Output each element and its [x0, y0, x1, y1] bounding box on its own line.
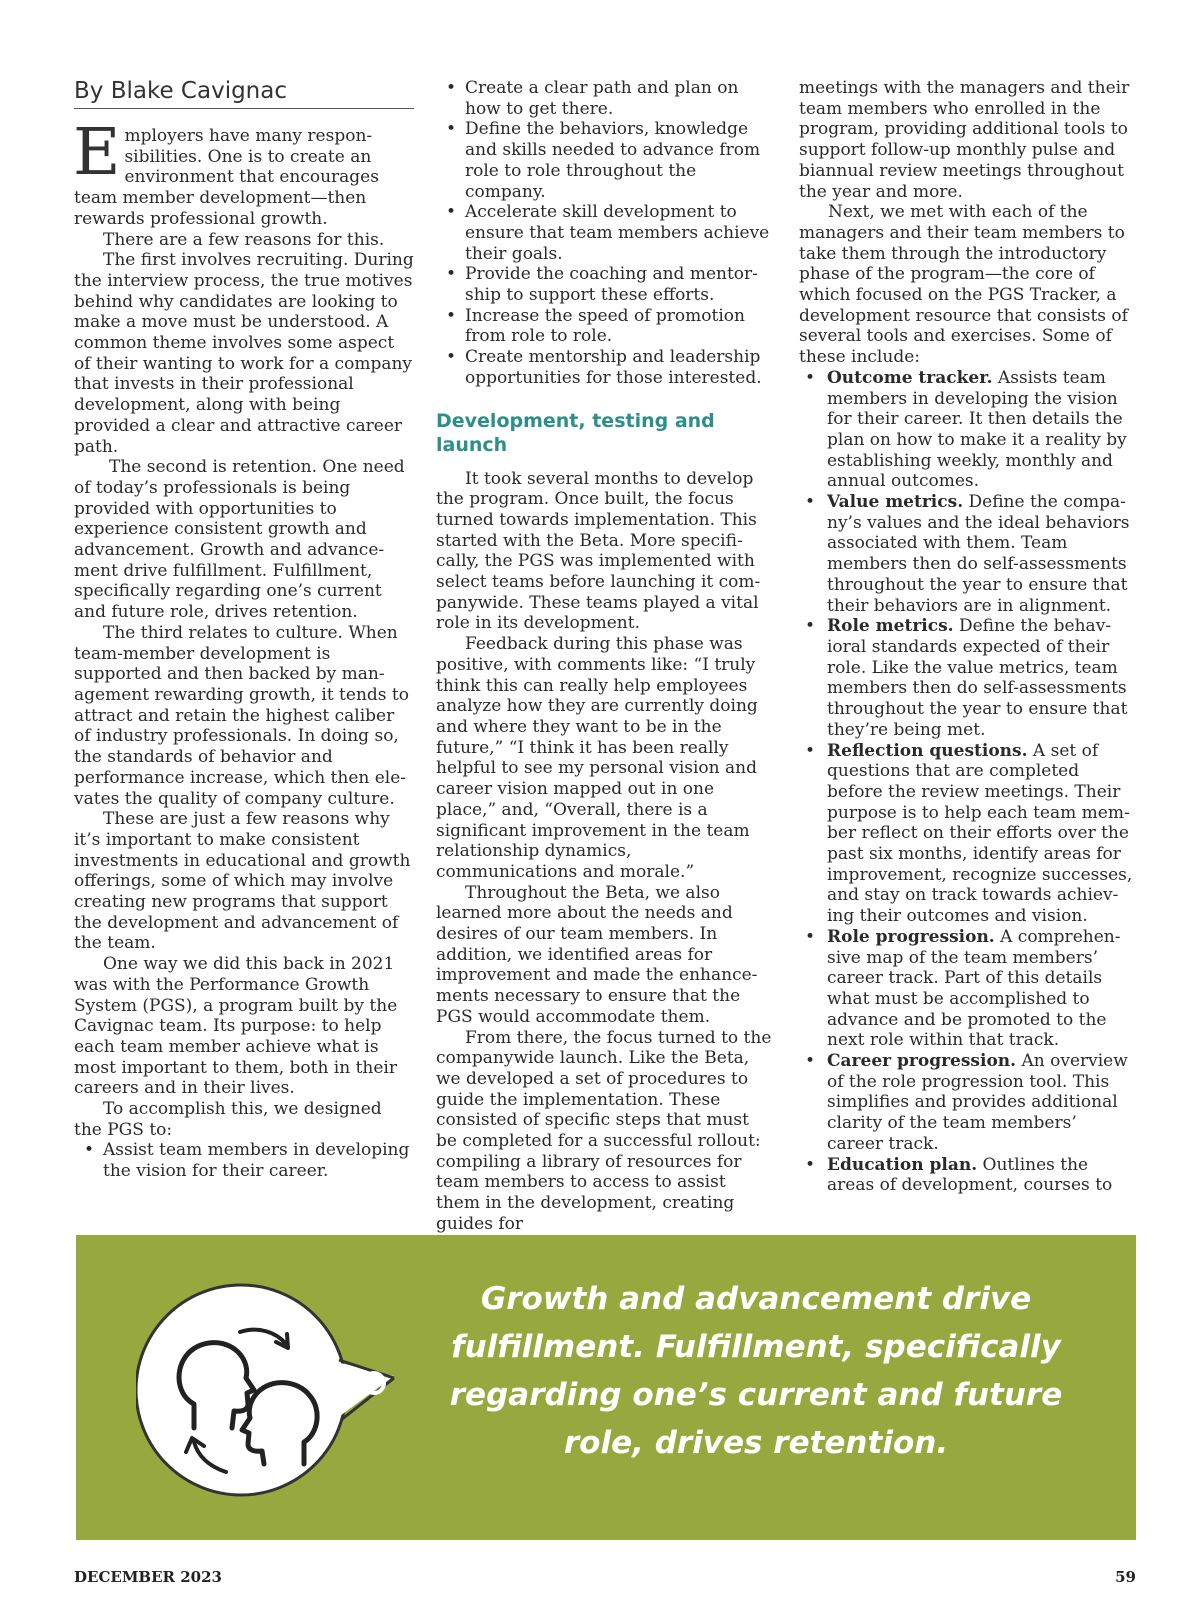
list-item: • Provide the coaching and mentorship to support these efforts. [446, 264, 758, 306]
list-item: • Role progression. A comprehensive map of the team members’ career track. Part of this details what must be accomplished to advance and be promoted to the next role within that track. [805, 926, 1121, 1051]
list-item: • Create mentorship and leadership opportunities for those interested. [446, 347, 762, 388]
list-item: • Accelerate skill development to ensure that team members achieve their goals. [446, 202, 770, 264]
pgs-goals-list-continued [436, 78, 772, 389]
pgs-tracker-tools-list [799, 368, 1137, 1196]
list-item: • Reflection questions. A set of questions that are completed before the review meetings. Their purpose is to help each team member reflect on their efforts over the past six months, identify areas for improvement, recognize successes, and stay on track towards achieving their outcomes and vision. [805, 740, 1133, 927]
body-paragraph: To accomplish this, we designed the PGS to: [74, 1099, 382, 1140]
body-paragraph: There are a few reasons for this. [103, 229, 385, 250]
intro-text: mployers have many responsibilities. One is to create an environment that encourages team member development—then rewards professional growth. [74, 126, 379, 229]
list-item: • Outcome tracker. Assists team members in developing the vision for their career. It then details the plan on how to make it a reality by establishing weekly, monthly and annual outcomes. [805, 367, 1127, 492]
list-item: • Increase the speed of promotion from role to role. [446, 305, 745, 347]
drop-cap: E [73, 115, 121, 190]
body-paragraph: Throughout the Beta, we also learned more about the needs and desires of our team members. In addition, we identified areas for improvement and made the enhancements necessary to ensure that the PGS would accommodate them. [436, 882, 758, 1027]
bullet-icon: • [805, 926, 816, 947]
article-column-2 [436, 78, 772, 1235]
bullet-icon: • [446, 305, 457, 326]
pull-quote-text: Growth and advancement drive fulfillment. Fulfillment, specifically regarding one’s current and future role, drives retention. [449, 1281, 1063, 1461]
page-number: 59 [1115, 1568, 1136, 1586]
bullet-icon: • [805, 616, 816, 637]
discussion-heads-icon [136, 1280, 396, 1500]
intro-paragraph [73, 115, 414, 230]
bullet-icon: • [446, 347, 457, 368]
list-item: • Role metrics. Define the behavioral standards expected of their role. Like the value metrics, team members then do self-assessments throughout the year to ensure that they’re being met. [805, 616, 1128, 740]
body-paragraph: One way we did this back in 2021 was with the Performance Growth System (PGS), a program built by the Cavignac team. Its purpose: to help each team member achieve what is most important to them, both in their careers and in their lives. [74, 954, 398, 1099]
bullet-icon: • [805, 492, 816, 513]
list-item: • Create a clear path and plan on how to get there. [446, 78, 739, 119]
bullet-icon: • [805, 740, 816, 761]
body-paragraph: Next, we met with each of the managers and their team members to take them through the introductory phase of the program—the core of which focused on the PGS Tracker, a development resource that consists of several tools and exercises. Some of these include: [799, 202, 1128, 368]
bullet-icon: • [446, 119, 457, 140]
section-heading: Development, testing and launch [436, 409, 715, 456]
body-paragraph: The third relates to culture. When team-member development is supported and then backed by management rewarding growth, it tends to attract and retain the highest caliber of industry professionals. In doing so, the standards of behavior and performance increase, which then elevates the quality of company culture. [74, 622, 409, 809]
list-item: • Assist team members in developing the vision for their career. [84, 1140, 410, 1182]
pgs-goals-list [74, 1140, 414, 1181]
body-paragraph: It took several months to develop the program. Once built, the focus turned towards implementation. This started with the Beta. More specifically, the PGS was implemented with select teams before launching it companywide. These teams played a vital role in its development. [436, 468, 761, 634]
article-column-1 [74, 78, 414, 1182]
byline: By Blake Cavignac [74, 78, 414, 109]
body-paragraph: From there, the focus turned to the companywide launch. Like the Beta, we developed a set of procedures to guide the implementation. These consisted of specific steps that must be completed for a successful rollout: compiling a library of resources for team members to access to assist them in the development, creating guides for [436, 1027, 772, 1234]
pull-quote-callout [76, 1235, 1136, 1540]
bullet-icon: • [805, 1154, 816, 1175]
body-paragraph: These are just a few reasons why it’s important to make consistent investments in educational and growth offerings, some of which may involve creating new programs that support the development and advancement of the team. [74, 809, 411, 954]
body-paragraph: The first involves recruiting. During the interview process, the true motives behind why candidates are looking to make a move must be understood. A common theme involves some aspect of their wanting to work for a company that invests in their professional development, along with being provided a clear and attractive career path. [74, 250, 414, 457]
bullet-icon: • [84, 1140, 95, 1161]
list-item: • Education plan. Outlines the areas of development, courses to [805, 1154, 1113, 1196]
bullet-icon: • [446, 78, 457, 98]
list-item: • Career progression. An overview of the role progression tool. This simplifies and provides additional clarity of the team members’ career track. [805, 1051, 1128, 1154]
body-paragraph: Feedback during this phase was positive, with comments like: “I truly think this can really help employees analyze how they are currently doing and where they want to be in the future,” “I think it has been really helpful to see my personal vision and career vision mapped out in one place,” and, “Overall, there is a significant improvement in the team relationship dynamics, communications and morale.” [436, 634, 758, 882]
body-paragraph: The second is retention. One need of today’s professionals is being provided with opportunities to experience consistent growth and advancement. Growth and advancement drive fulfillment. Fulfillment, specifically regarding one’s current and future role, drives retention. [74, 457, 405, 623]
bullet-icon: • [805, 367, 816, 388]
bullet-icon: • [446, 202, 457, 223]
issue-date: DECEMBER 2023 [74, 1568, 222, 1586]
body-paragraph: meetings with the managers and their team members who enrolled in the program, providing additional tools to support follow-up monthly pulse and biannual review meetings throughout the year and more. [799, 78, 1130, 202]
bullet-icon: • [805, 1051, 816, 1072]
article-column-3 [799, 78, 1137, 1196]
bullet-icon: • [446, 264, 457, 285]
list-item: • Value metrics. Define the company’s values and the ideal behaviors associated with them. Team members then do self-assessments throughout the year to ensure that their behaviors are in alignment. [805, 492, 1130, 616]
list-item: • Define the behaviors, knowledge and skills needed to advance from role to role throughout the company. [446, 119, 761, 202]
